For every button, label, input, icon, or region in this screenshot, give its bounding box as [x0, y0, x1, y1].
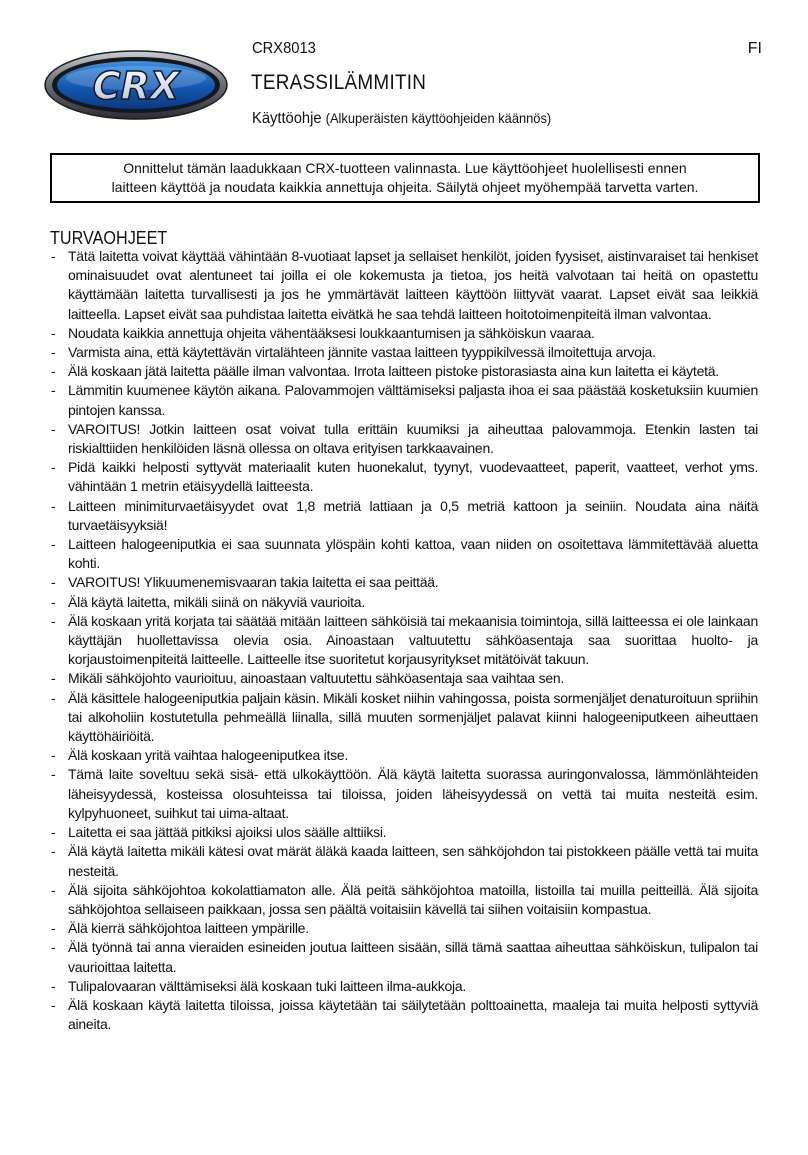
subtitle-main: Käyttöohje	[252, 110, 322, 127]
language-code: FI	[747, 40, 762, 57]
safety-item: - Laitteen minimiturvaetäisyydet ovat 1,8 metriä lattiaan ja 0,5 metriä kattoon ja seiniin. Noudata aina näitä turvaetäisyyksiä!	[50, 497, 758, 535]
page-title: TERASSILÄMMITIN	[251, 71, 427, 94]
subtitle-translation-note: (Alkuperäisten käyttöohjeiden käännös)	[325, 110, 552, 126]
safety-item: - Älä käytä laitetta mikäli kätesi ovat märät äläkä kaada laitteen, sen sähköjohdon tai pistokkeen päälle vettä tai muita nesteitä.	[50, 842, 758, 880]
safety-item: - Älä koskaan yritä vaihtaa halogeeniputkea itse.	[50, 746, 758, 765]
safety-item: - Älä koskaan käytä laitetta tiloissa, joissa käytetään tai säilytetään polttoainetta, maaleja tai muita helposti syttyviä aineita.	[50, 996, 758, 1034]
crx-logo	[44, 50, 228, 120]
safety-item: - Tulipalovaaran välttämiseksi älä koskaan tuki laitteen ilma-aukkoja.	[50, 977, 758, 996]
safety-item: - Tämä laite soveltuu sekä sisä- että ulkokäyttöön. Älä käytä laitetta suorassa auringonvalossa, lämmönlähteiden läheisyydessä, kosteissa olosuhteissa tai tiloissa, joiden läheisyydessä on vettä tai muita nesteitä esim. kylpyhuoneet, suihkut tai uima-altaat.	[50, 765, 758, 823]
safety-item: - Älä koskaan jätä laitetta päälle ilman valvontaa. Irrota laitteen pistoke pistorasiasta aina kun laitetta ei käytetä.	[50, 362, 758, 381]
safety-item: - Lämmitin kuumenee käytön aikana. Palovammojen välttämiseksi paljasta ihoa ei saa päästää kosketuksiin kuumien pintojen kanssa.	[50, 381, 758, 419]
notice-line: Onnittelut tämän laadukkaan CRX-tuotteen valinnasta. Lue käyttöohjeet huolellisesti ennen	[123, 160, 687, 176]
safety-item: - Älä työnnä tai anna vieraiden esineiden joutua laitteen sisään, sillä tämä saattaa aiheuttaa sähköiskun, tulipalon tai vaurioittaa laitetta.	[50, 938, 758, 976]
notice-line: laitteen käyttöä ja noudata kaikkia annettuja ohjeita. Säilytä ohjeet myöhempää tarvetta varten.	[111, 179, 699, 195]
safety-item: - VAROITUS! Ylikuumenemisvaaran takia laitetta ei saa peittää.	[50, 573, 758, 592]
safety-item: - Laitetta ei saa jättää pitkiksi ajoiksi ulos säälle alttiiksi.	[50, 823, 758, 842]
safety-list	[50, 247, 758, 1034]
safety-item: - Pidä kaikki helposti syttyvät materiaalit kuten huonekalut, tyynyt, vuodevaatteet, paperit, vaatteet, verhot yms. vähintään 1 metrin etäisyydellä laitteesta.	[50, 458, 758, 496]
safety-item: - Älä käytä laitetta, mikäli siinä on näkyviä vaurioita.	[50, 593, 758, 612]
model-number: CRX8013	[252, 40, 316, 57]
safety-item: - Laitteen halogeeniputkia ei saa suunnata ylöspäin kohti kattoa, vaan niiden on osoitettava lämmitettävää aluetta kohti.	[50, 535, 758, 573]
safety-item: - Noudata kaikkia annettuja ohjeita vähentääksesi loukkaantumisen ja sähköiskun vaaraa.	[50, 324, 758, 343]
safety-item: - Älä koskaan yritä korjata tai säätää mitään laitteen sähköisiä tai mekaanisia toimintoja, sillä laitteessa ei ole lainkaan käyttäjän huollettavissa olevia osia. Ainoastaan valtuutettu sähköasentaja saa suorittaa huolto- ja korjaustoimenpiteitä laitteelle. Laitteelle itse suoritetut korjausyritykset mitätöivät takuun.	[50, 612, 758, 670]
congratulations-notice	[50, 153, 760, 203]
safety-item: - Tätä laitetta voivat käyttää vähintään 8-vuotiaat lapset ja sellaiset henkilöt, joiden fyysiset, aistinvaraiset tai henkiset ominaisuudet ovat alentuneet tai joilla ei ole kokemusta ja tietoa, jos heitä valvotaan tai heitä on opastettu käyttämään laitetta turvallisesti ja jos he ymmärtävät laitteen käyttöön liittyvät vaarat. Lapset eivät saa leikkiä laitteella. Lapset eivät saa puhdistaa laitetta eivätkä he saa tehdä laitteen hoitotoimenpiteitä ilman valvontaa.	[50, 247, 758, 324]
safety-item: - VAROITUS! Jotkin laitteen osat voivat tulla erittäin kuumiksi ja aiheuttaa palovammoja. Etenkin lasten tai riskialttiiden henkilöiden läsnä ollessa on oltava erityisen tarkkaavainen.	[50, 420, 758, 458]
safety-item: - Varmista aina, että käytettävän virtalähteen jännite vastaa laitteen tyyppikilvessä ilmoitettuja arvoja.	[50, 343, 758, 362]
safety-item: - Älä käsittele halogeeniputkia paljain käsin. Mikäli kosket niihin vahingossa, poista sormenjäljet denaturoituun spriihin tai alkoholiin kostutetulla pehmeällä liinalla, sillä muuten sormenjäljet palavat kiinni halogeeniputkeen aiheuttaen käyttöhäiriöitä.	[50, 689, 758, 747]
logo-wordmark: CRX	[92, 64, 180, 108]
safety-heading: TURVAOHJEET	[50, 228, 168, 248]
safety-item: - Mikäli sähköjohto vaurioituu, ainoastaan valtuutettu sähköasentaja saa vaihtaa sen.	[50, 669, 758, 688]
safety-item: - Älä sijoita sähköjohtoa kokolattiamaton alle. Älä peitä sähköjohtoa matoilla, listoilla tai muilla peitteillä. Älä sijoita sähköjohtoa sellaiseen paikkaan, jossa sen päältä voitaisiin kävellä tai siihen voitaisiin kompastua.	[50, 881, 758, 919]
page-subtitle	[252, 110, 551, 128]
safety-item: - Älä kierrä sähköjohtoa laitteen ympärille.	[50, 919, 758, 938]
